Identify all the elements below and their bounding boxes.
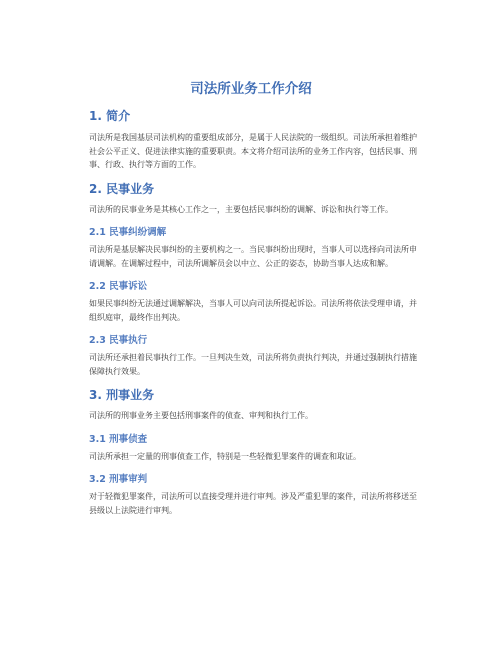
section-body-criminal: 司法所的刑事业务主要包括刑事案件的侦查、审判和执行工作。 xyxy=(89,411,313,420)
subsection-heading-criminal-investigation: 3.1 刑事侦查 xyxy=(89,433,148,445)
subsection-body-criminal-investigation: 司法所承担一定量的刑事侦查工作，特别是一些轻微犯罪案件的调查和取证。 xyxy=(89,451,361,461)
subsection-heading-civil-execution: 2.3 民事执行 xyxy=(89,335,148,346)
document-title: 司法所业务工作介绍 xyxy=(190,81,312,97)
section-heading-intro: 1. 简介 xyxy=(89,109,131,123)
section-heading-criminal: 3. 刑事业务 xyxy=(89,388,155,402)
subsection-body-civil-litigation: 如果民事纠纷无法通过调解解决，当事人可以向司法所提起诉讼。司法所将依法受理申请，并组织庭审，最终作出判决。 xyxy=(89,299,417,322)
document-body xyxy=(89,108,419,517)
subsection-heading-civil-litigation: 2.2 民事诉讼 xyxy=(89,281,148,292)
subsection-body-civil-mediation: 司法所是基层解决民事纠纷的主要机构之一。当民事纠纷出现时，当事人可以选择向司法所申请调解。在调解过程中，司法所调解员会以中立、公正的姿态，协助当事人达成和解。 xyxy=(89,245,417,268)
subsection-body-criminal-trial: 对于轻微犯罪案件，司法所可以直接受理并进行审判。涉及严重犯罪的案件，司法所将移送至县级以上法院进行审判。 xyxy=(89,492,417,515)
subsection-heading-criminal-trial: 3.2 刑事审判 xyxy=(89,474,148,485)
subsection-heading-civil-mediation: 2.1 民事纠纷调解 xyxy=(89,227,167,238)
subsection-body-civil-execution: 司法所还承担着民事执行工作。一旦判决生效，司法所将负责执行判决，并通过强制执行措施保障执行效果。 xyxy=(89,353,417,376)
section-heading-civil: 2. 民事业务 xyxy=(89,181,155,196)
section-body-civil: 司法所的民事业务是其核心工作之一，主要包括民事纠纷的调解、诉讼和执行等工作。 xyxy=(89,204,393,214)
section-body-intro: 司法所是我国基层司法机构的重要组成部分，是属于人民法院的一级组织。司法所承担着维护社会公平正义、促进法律实施的重要职责。本文将介绍司法所的业务工作内容，包括民事、刑事、行政、执行等方面的工作。 xyxy=(89,133,417,169)
